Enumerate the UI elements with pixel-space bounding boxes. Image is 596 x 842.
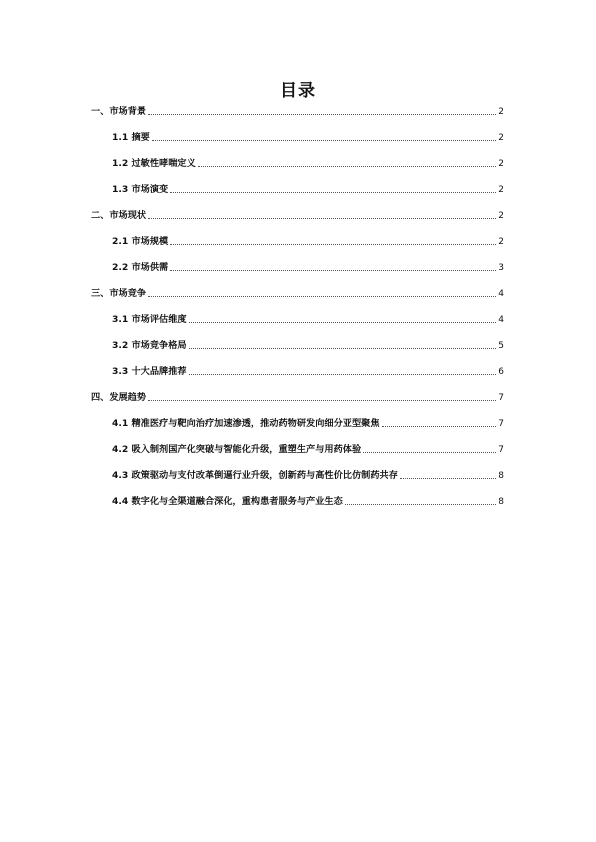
toc-subsection-entry[interactable] — [112, 312, 504, 326]
toc-dot-leader — [148, 296, 496, 297]
toc-dot-leader — [152, 140, 496, 141]
toc-dot-leader — [345, 504, 496, 505]
toc-dot-leader — [189, 374, 497, 375]
toc-dot-leader — [189, 348, 497, 349]
toc-entry-label: 3.2 市场竞争格局 — [112, 340, 187, 351]
toc-page-number: 5 — [498, 341, 504, 351]
toc-entry-label: 四、发展趋势 — [91, 392, 147, 403]
toc-entry-label: 三、市场竞争 — [91, 288, 147, 299]
toc-entry-label: 4.2 吸入制剂国产化突破与智能化升级，重塑生产与用药体验 — [112, 444, 362, 455]
toc-entry-label: 2.2 市场供需 — [112, 262, 169, 273]
toc-page-number: 4 — [498, 289, 504, 299]
toc-dot-leader — [148, 400, 496, 401]
toc-dot-leader — [170, 244, 496, 245]
toc-dot-leader — [189, 322, 497, 323]
toc-entry-label: 4.3 政策驱动与支付改革倒逼行业升级，创新药与高性价比仿制药共存 — [112, 470, 398, 481]
page-title: 目录 — [280, 81, 316, 101]
toc-entry-label: 1.2 过敏性哮喘定义 — [112, 158, 196, 169]
toc-section-entry[interactable] — [91, 208, 504, 222]
toc-section-entry[interactable] — [91, 390, 504, 404]
toc-dot-leader — [382, 426, 497, 427]
toc-dot-leader — [400, 478, 496, 479]
toc-entry-label: 2.1 市场规模 — [112, 236, 169, 247]
toc-entry-label: 4.1 精准医疗与靶向治疗加速渗透，推动药物研发向细分亚型聚焦 — [112, 418, 380, 429]
toc-subsection-entry[interactable] — [112, 416, 504, 430]
toc-page-number: 2 — [498, 185, 504, 195]
toc-subsection-entry[interactable] — [112, 156, 504, 170]
toc-subsection-entry[interactable] — [112, 182, 504, 196]
toc-page-number: 3 — [498, 263, 504, 273]
toc-page-number: 2 — [498, 159, 504, 169]
toc-page-number: 8 — [498, 471, 504, 481]
toc-dot-leader — [148, 114, 496, 115]
toc-subsection-entry[interactable] — [112, 338, 504, 352]
toc-dot-leader — [198, 166, 496, 167]
toc-subsection-entry[interactable] — [112, 442, 504, 456]
toc-dot-leader — [363, 452, 496, 453]
toc-subsection-entry[interactable] — [112, 494, 504, 508]
toc-page-number: 7 — [498, 419, 504, 429]
toc-dot-leader — [170, 192, 496, 193]
toc-page-number: 2 — [498, 107, 504, 117]
toc-dot-leader — [148, 218, 496, 219]
toc-page-number: 6 — [498, 367, 504, 377]
toc-subsection-entry[interactable] — [112, 130, 504, 144]
toc-section-entry[interactable] — [91, 286, 504, 300]
toc-entry-label: 1.1 摘要 — [112, 132, 150, 143]
toc-page-number: 2 — [498, 211, 504, 221]
toc-entry-label: 1.3 市场演变 — [112, 184, 169, 195]
toc-page-number: 8 — [498, 497, 504, 507]
toc-page-number: 2 — [498, 133, 504, 143]
toc-page-number: 2 — [498, 237, 504, 247]
toc-page-number: 7 — [498, 445, 504, 455]
toc-subsection-entry[interactable] — [112, 234, 504, 248]
toc-subsection-entry[interactable] — [112, 364, 504, 378]
toc-section-entry[interactable] — [91, 104, 504, 118]
toc-entry-label: 3.3 十大品牌推荐 — [112, 366, 187, 377]
toc-page-number: 7 — [498, 393, 504, 403]
toc-dot-leader — [170, 270, 496, 271]
toc-subsection-entry[interactable] — [112, 468, 504, 482]
toc-entry-label: 3.1 市场评估维度 — [112, 314, 187, 325]
toc-page-number: 4 — [498, 315, 504, 325]
toc-entry-label: 一、市场背景 — [91, 106, 147, 117]
toc-subsection-entry[interactable] — [112, 260, 504, 274]
toc-entry-label: 二、市场现状 — [91, 210, 147, 221]
toc-entry-label: 4.4 数字化与全渠道融合深化，重构患者服务与产业生态 — [112, 496, 343, 507]
